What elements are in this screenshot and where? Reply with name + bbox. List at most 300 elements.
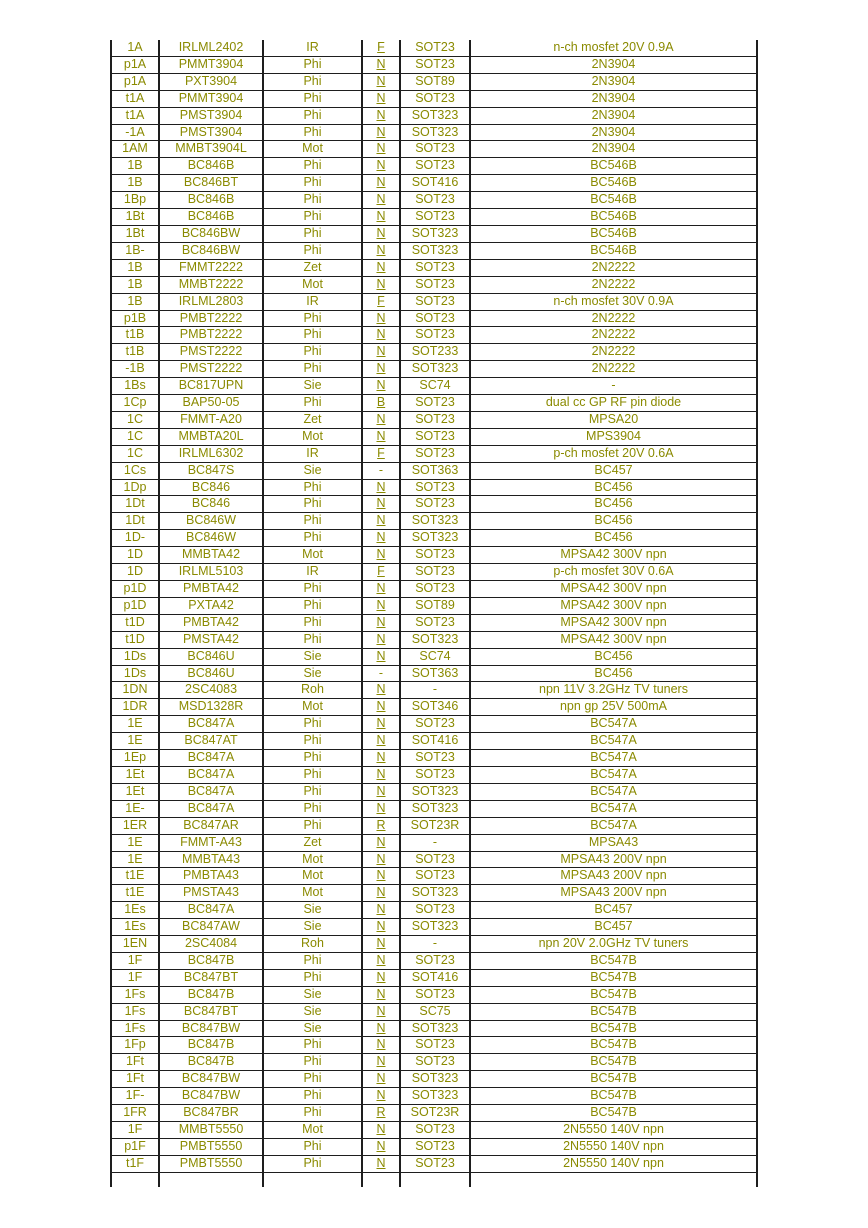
type-code: N <box>376 1122 386 1136</box>
manufacturer-cell: IR <box>263 40 362 56</box>
type-code: F <box>377 40 385 54</box>
table-row <box>111 361 757 378</box>
type-code: N <box>376 834 386 849</box>
package-cell: SOT323 <box>400 919 470 936</box>
type-code: N <box>376 124 386 139</box>
manufacturer-cell: Mot <box>263 428 362 445</box>
package-cell: - <box>400 936 470 953</box>
code-cell: 1C <box>111 428 159 445</box>
manufacturer-cell: Sie <box>263 1003 362 1020</box>
type-code: N <box>376 1054 386 1069</box>
part-number-cell: MMBT2222 <box>159 276 263 293</box>
code-cell: p1B <box>111 310 159 327</box>
smd-code-table <box>110 40 758 1187</box>
manufacturer-cell: Sie <box>263 648 362 665</box>
package-cell: SOT23 <box>400 902 470 919</box>
package-cell: SOT23 <box>400 750 470 767</box>
code-cell: 1B <box>111 158 159 175</box>
description-cell: BC456 <box>470 479 757 496</box>
type-cell <box>362 631 400 648</box>
package-cell: SOT346 <box>400 699 470 716</box>
table-continuation-row <box>111 1172 757 1187</box>
type-code: N <box>376 479 386 494</box>
type-code: N <box>376 327 386 342</box>
table-row <box>111 648 757 665</box>
type-cell <box>362 1071 400 1088</box>
type-code: N <box>376 1020 386 1035</box>
part-number-cell: BC847A <box>159 783 263 800</box>
table-row <box>111 496 757 513</box>
package-cell: SOT23 <box>400 868 470 885</box>
table-row <box>111 411 757 428</box>
type-cell <box>362 411 400 428</box>
type-cell <box>362 378 400 395</box>
table-row <box>111 327 757 344</box>
description-cell: BC546B <box>470 225 757 242</box>
description-cell: 2N2222 <box>470 361 757 378</box>
part-number-cell: BC847BT <box>159 969 263 986</box>
code-cell: 1C <box>111 411 159 428</box>
part-number-cell: BAP50-05 <box>159 395 263 412</box>
code-cell: 1E <box>111 834 159 851</box>
description-cell: npn 11V 3.2GHz TV tuners <box>470 682 757 699</box>
type-code: N <box>376 885 386 900</box>
part-number-cell: PMBTA43 <box>159 868 263 885</box>
type-code: N <box>376 141 386 156</box>
table-row <box>111 445 757 462</box>
description-cell: BC547B <box>470 952 757 969</box>
type-cell <box>362 1138 400 1155</box>
manufacturer-cell: Phi <box>263 1105 362 1122</box>
type-cell <box>362 766 400 783</box>
code-cell: 1F- <box>111 1088 159 1105</box>
code-cell: t1D <box>111 631 159 648</box>
type-cell <box>362 1155 400 1172</box>
description-cell: MPS3904 <box>470 428 757 445</box>
table-row <box>111 597 757 614</box>
description-cell: 2N3904 <box>470 73 757 90</box>
code-cell: t1A <box>111 107 159 124</box>
table-row <box>111 293 757 310</box>
part-number-cell: FMMT-A43 <box>159 834 263 851</box>
type-code: R <box>376 1105 386 1120</box>
description-cell: - <box>470 378 757 395</box>
manufacturer-cell: Phi <box>263 192 362 209</box>
type-cell <box>362 750 400 767</box>
type-cell <box>362 699 400 716</box>
type-cell <box>362 1020 400 1037</box>
table-row <box>111 1071 757 1088</box>
part-number-cell: MMBTA20L <box>159 428 263 445</box>
type-code: N <box>376 699 386 714</box>
type-code: N <box>376 209 386 224</box>
package-cell: SOT323 <box>400 783 470 800</box>
description-cell: BC547B <box>470 1105 757 1122</box>
part-number-cell: PMBTA42 <box>159 581 263 598</box>
table-row <box>111 378 757 395</box>
manufacturer-cell: Mot <box>263 699 362 716</box>
part-number-cell: BC846BW <box>159 225 263 242</box>
description-cell: dual cc GP RF pin diode <box>470 395 757 412</box>
package-cell: SOT23 <box>400 327 470 344</box>
type-code: N <box>376 56 386 71</box>
type-code: F <box>377 564 385 579</box>
description-cell: MPSA43 <box>470 834 757 851</box>
type-code: N <box>376 361 386 376</box>
type-cell <box>362 479 400 496</box>
table-row <box>111 395 757 412</box>
part-number-cell: BC847AW <box>159 919 263 936</box>
part-number-cell: PXTA42 <box>159 597 263 614</box>
manufacturer-cell: Phi <box>263 496 362 513</box>
description-cell: p-ch mosfet 20V 0.6A <box>470 445 757 462</box>
type-cell <box>362 361 400 378</box>
type-cell <box>362 327 400 344</box>
code-cell: 1D <box>111 564 159 581</box>
package-cell: SOT23 <box>400 1054 470 1071</box>
manufacturer-cell: Phi <box>263 344 362 361</box>
description-cell: MPSA42 300V npn <box>470 631 757 648</box>
table-row <box>111 310 757 327</box>
manufacturer-cell: Phi <box>263 817 362 834</box>
type-code: B <box>376 395 386 410</box>
type-cell <box>362 936 400 953</box>
table-row <box>111 209 757 226</box>
table-row <box>111 834 757 851</box>
manufacturer-cell: Roh <box>263 682 362 699</box>
description-cell: MPSA42 300V npn <box>470 581 757 598</box>
description-cell: BC547A <box>470 733 757 750</box>
manufacturer-cell: Sie <box>263 462 362 479</box>
part-number-cell: IRLML2803 <box>159 293 263 310</box>
table-row <box>111 175 757 192</box>
manufacturer-cell: Sie <box>263 1020 362 1037</box>
manufacturer-cell: Mot <box>263 885 362 902</box>
type-code: N <box>376 428 386 443</box>
package-cell: SOT416 <box>400 175 470 192</box>
type-code: N <box>376 969 386 984</box>
manufacturer-cell: Phi <box>263 783 362 800</box>
type-code: N <box>376 868 386 883</box>
type-cell <box>362 192 400 209</box>
empty-cell <box>470 1172 757 1187</box>
manufacturer-cell: Phi <box>263 225 362 242</box>
part-number-cell: BC847S <box>159 462 263 479</box>
code-cell: 1C <box>111 445 159 462</box>
type-code: N <box>376 378 386 393</box>
table-row <box>111 766 757 783</box>
code-cell: -1B <box>111 361 159 378</box>
part-number-cell: BC846BW <box>159 242 263 259</box>
code-cell: t1B <box>111 344 159 361</box>
type-code: N <box>376 242 386 257</box>
package-cell: SOT23 <box>400 766 470 783</box>
table-row <box>111 682 757 699</box>
type-cell <box>362 648 400 665</box>
description-cell: 2N3904 <box>470 90 757 107</box>
package-cell: SOT323 <box>400 361 470 378</box>
table-row <box>111 513 757 530</box>
part-number-cell: BC847BW <box>159 1020 263 1037</box>
type-cell <box>362 834 400 851</box>
code-cell: 1E <box>111 733 159 750</box>
empty-cell <box>400 1172 470 1187</box>
description-cell: npn gp 25V 500mA <box>470 699 757 716</box>
part-number-cell: BC847AR <box>159 817 263 834</box>
manufacturer-cell: Phi <box>263 716 362 733</box>
table-row <box>111 1020 757 1037</box>
type-cell <box>362 428 400 445</box>
code-cell: 1Dt <box>111 513 159 530</box>
table-row <box>111 124 757 141</box>
table-row <box>111 564 757 581</box>
code-cell: 1B <box>111 259 159 276</box>
part-number-cell: MMBTA42 <box>159 547 263 564</box>
manufacturer-cell: Phi <box>263 56 362 73</box>
type-code: N <box>376 986 386 1001</box>
manufacturer-cell: Phi <box>263 158 362 175</box>
type-code: N <box>376 175 386 190</box>
description-cell: BC547A <box>470 817 757 834</box>
type-code: N <box>376 192 386 207</box>
manufacturer-cell: Phi <box>263 1138 362 1155</box>
manufacturer-cell: Sie <box>263 986 362 1003</box>
description-cell: BC456 <box>470 513 757 530</box>
manufacturer-cell: IR <box>263 445 362 462</box>
manufacturer-cell: Phi <box>263 800 362 817</box>
description-cell: BC457 <box>470 902 757 919</box>
package-cell: SOT323 <box>400 1088 470 1105</box>
package-cell: SOT23 <box>400 209 470 226</box>
type-cell <box>362 682 400 699</box>
manufacturer-cell: Phi <box>263 631 362 648</box>
code-cell: 1Dp <box>111 479 159 496</box>
type-code: N <box>376 1003 386 1018</box>
type-cell <box>362 817 400 834</box>
type-code: R <box>376 817 386 832</box>
package-cell: SOT23 <box>400 614 470 631</box>
code-cell: 1Et <box>111 783 159 800</box>
package-cell: SOT23 <box>400 310 470 327</box>
part-number-cell: FMMT2222 <box>159 259 263 276</box>
type-cell <box>362 530 400 547</box>
code-cell: 1B <box>111 175 159 192</box>
package-cell: SOT323 <box>400 885 470 902</box>
description-cell: 2N5550 140V npn <box>470 1155 757 1172</box>
part-number-cell: MMBT5550 <box>159 1122 263 1139</box>
type-code: N <box>376 919 386 934</box>
part-number-cell: IRLML2402 <box>159 40 263 56</box>
code-cell: 1E <box>111 851 159 868</box>
package-cell: SOT23 <box>400 1138 470 1155</box>
manufacturer-cell: Phi <box>263 614 362 631</box>
manufacturer-cell: Sie <box>263 378 362 395</box>
code-cell: 1Fp <box>111 1037 159 1054</box>
type-code: N <box>376 1155 386 1170</box>
code-cell: 1Cs <box>111 462 159 479</box>
description-cell: 2N2222 <box>470 344 757 361</box>
code-cell: 1Fs <box>111 1020 159 1037</box>
part-number-cell: FMMT-A20 <box>159 411 263 428</box>
description-cell: MPSA20 <box>470 411 757 428</box>
code-cell: p1A <box>111 73 159 90</box>
empty-cell <box>362 1172 400 1187</box>
manufacturer-cell: Phi <box>263 361 362 378</box>
package-cell: SOT23 <box>400 141 470 158</box>
type-code: N <box>376 259 386 274</box>
manufacturer-cell: Phi <box>263 597 362 614</box>
type-code: N <box>376 783 386 798</box>
part-number-cell: MMBTA43 <box>159 851 263 868</box>
part-number-cell: BC846W <box>159 530 263 547</box>
part-number-cell: BC847AT <box>159 733 263 750</box>
empty-cell <box>111 1172 159 1187</box>
package-cell: SOT23 <box>400 479 470 496</box>
description-cell: BC547B <box>470 1054 757 1071</box>
part-number-cell: MSD1328R <box>159 699 263 716</box>
package-cell: SOT89 <box>400 73 470 90</box>
description-cell: MPSA42 300V npn <box>470 597 757 614</box>
manufacturer-cell: Phi <box>263 90 362 107</box>
manufacturer-cell: Phi <box>263 310 362 327</box>
part-number-cell: BC846BT <box>159 175 263 192</box>
manufacturer-cell: IR <box>263 564 362 581</box>
table-row <box>111 952 757 969</box>
table-row <box>111 919 757 936</box>
type-code: N <box>376 682 386 697</box>
code-cell: 1Bt <box>111 225 159 242</box>
description-cell: 2N3904 <box>470 124 757 141</box>
type-cell <box>362 581 400 598</box>
manufacturer-cell: Phi <box>263 750 362 767</box>
code-cell: 1Bs <box>111 378 159 395</box>
package-cell: SOT23 <box>400 428 470 445</box>
manufacturer-cell: Phi <box>263 530 362 547</box>
part-number-cell: BC847A <box>159 716 263 733</box>
type-code: N <box>376 1088 386 1103</box>
code-cell: 1D <box>111 547 159 564</box>
description-cell: BC547B <box>470 1088 757 1105</box>
type-cell <box>362 344 400 361</box>
part-number-cell: PMST3904 <box>159 107 263 124</box>
code-cell: 1A <box>111 40 159 56</box>
manufacturer-cell: Mot <box>263 547 362 564</box>
part-number-cell: PMST2222 <box>159 361 263 378</box>
part-number-cell: BC847BW <box>159 1088 263 1105</box>
description-cell: 2N3904 <box>470 107 757 124</box>
type-code: N <box>376 225 386 240</box>
table-body <box>111 40 757 1187</box>
code-cell: -1A <box>111 124 159 141</box>
type-cell <box>362 1105 400 1122</box>
table-row <box>111 699 757 716</box>
package-cell: SOT323 <box>400 107 470 124</box>
manufacturer-cell: Phi <box>263 395 362 412</box>
table-row <box>111 817 757 834</box>
type-cell <box>362 158 400 175</box>
type-code: N <box>376 851 386 866</box>
description-cell: BC546B <box>470 175 757 192</box>
package-cell: SOT23 <box>400 192 470 209</box>
code-cell: t1A <box>111 90 159 107</box>
table-row <box>111 428 757 445</box>
description-cell: BC547B <box>470 1037 757 1054</box>
package-cell: - <box>400 682 470 699</box>
manufacturer-cell: Phi <box>263 969 362 986</box>
description-cell: BC456 <box>470 648 757 665</box>
manufacturer-cell: Phi <box>263 107 362 124</box>
type-code: N <box>376 513 386 528</box>
table-row <box>111 547 757 564</box>
code-cell: 1Ft <box>111 1054 159 1071</box>
type-cell <box>362 1003 400 1020</box>
part-number-cell: BC847B <box>159 1037 263 1054</box>
type-cell <box>362 242 400 259</box>
manufacturer-cell: Mot <box>263 1122 362 1139</box>
package-cell: SOT23 <box>400 851 470 868</box>
package-cell: SOT323 <box>400 631 470 648</box>
description-cell: BC457 <box>470 919 757 936</box>
package-cell: SOT23 <box>400 1122 470 1139</box>
table-row <box>111 56 757 73</box>
type-code: N <box>376 952 386 967</box>
package-cell: SOT323 <box>400 800 470 817</box>
code-cell: 1ER <box>111 817 159 834</box>
table-row <box>111 986 757 1003</box>
type-cell <box>362 259 400 276</box>
part-number-cell: BC846 <box>159 479 263 496</box>
description-cell: MPSA43 200V npn <box>470 868 757 885</box>
description-cell: BC547B <box>470 1071 757 1088</box>
code-cell: 1Ds <box>111 665 159 682</box>
table-row <box>111 344 757 361</box>
package-cell: SOT23 <box>400 276 470 293</box>
type-cell <box>362 225 400 242</box>
part-number-cell: 2SC4084 <box>159 936 263 953</box>
type-cell <box>362 310 400 327</box>
manufacturer-cell: Phi <box>263 1037 362 1054</box>
code-cell: 1Bp <box>111 192 159 209</box>
code-cell: t1D <box>111 614 159 631</box>
manufacturer-cell: Phi <box>263 209 362 226</box>
description-cell: BC546B <box>470 209 757 226</box>
package-cell: SOT23 <box>400 986 470 1003</box>
description-cell: 2N5550 140V npn <box>470 1122 757 1139</box>
package-cell: SOT323 <box>400 530 470 547</box>
part-number-cell: BC847A <box>159 750 263 767</box>
empty-cell <box>159 1172 263 1187</box>
type-cell <box>362 90 400 107</box>
code-cell: 1Cp <box>111 395 159 412</box>
type-cell <box>362 919 400 936</box>
package-cell: SOT23 <box>400 56 470 73</box>
part-number-cell: BC846W <box>159 513 263 530</box>
type-cell <box>362 107 400 124</box>
type-cell <box>362 1122 400 1139</box>
part-number-cell: BC847A <box>159 800 263 817</box>
type-cell <box>362 40 400 56</box>
table-row <box>111 665 757 682</box>
table-row <box>111 936 757 953</box>
description-cell: n-ch mosfet 20V 0.9A <box>470 40 757 56</box>
type-code: N <box>376 1138 386 1153</box>
type-code: N <box>376 631 386 646</box>
type-cell <box>362 73 400 90</box>
code-cell: 1F <box>111 952 159 969</box>
manufacturer-cell: Phi <box>263 581 362 598</box>
part-number-cell: PMBT2222 <box>159 327 263 344</box>
part-number-cell: BC846U <box>159 648 263 665</box>
